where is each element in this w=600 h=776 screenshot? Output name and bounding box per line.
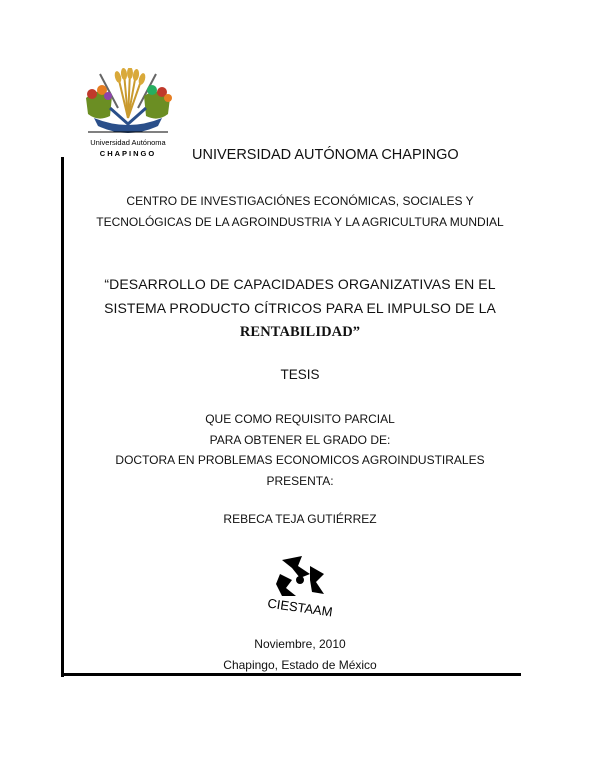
ciestaam-logo: [252, 552, 348, 622]
chapingo-logo: [80, 68, 176, 160]
chapingo-logo-text-top: Universidad Autónoma: [90, 138, 166, 147]
thesis-title-line-3: RENTABILIDAD”: [239, 324, 361, 340]
requirement-line-2: PARA OBTENER EL GRADO DE:: [209, 432, 391, 447]
thesis-title-line-2: SISTEMA PRODUCTO CÍTRICOS PARA EL IMPULSO DE LA: [104, 300, 496, 316]
date: Noviembre, 2010: [254, 637, 346, 651]
degree-requirement: [0, 409, 600, 491]
thesis-title-line-1: “DESARROLLO DE CAPACIDADES ORGANIZATIVAS EN EL: [104, 276, 496, 292]
research-center-line-2: TECNOLÓGICAS DE LA AGROINDUSTRIA Y LA AGRICULTURA MUNDIAL: [96, 215, 504, 229]
requirement-line-1: QUE COMO REQUISITO PARCIAL: [205, 412, 395, 426]
thesis-title: [0, 272, 600, 344]
chapingo-logo-text-bottom: CHAPINGO: [99, 149, 157, 158]
requirement-line-4: PRESENTA:: [266, 473, 334, 488]
research-center: [0, 191, 600, 233]
ciestaam-logo-text: CIESTAAM: [266, 595, 334, 620]
requirement-line-3: DOCTORA EN PROBLEMAS ECONOMICOS AGROINDUSTIRALES: [115, 453, 485, 467]
university-name: UNIVERSIDAD AUTÓNOMA CHAPINGO: [192, 147, 459, 163]
date-place: [0, 634, 600, 676]
document-type: TESIS: [280, 367, 320, 382]
author-name: REBECA TEJA GUTIÉRREZ: [223, 512, 377, 526]
place: Chapingo, Estado de México: [223, 658, 377, 672]
research-center-line-1: CENTRO DE INVESTIGACIÓNES ECONÓMICAS, SOCIALES Y: [126, 194, 474, 208]
